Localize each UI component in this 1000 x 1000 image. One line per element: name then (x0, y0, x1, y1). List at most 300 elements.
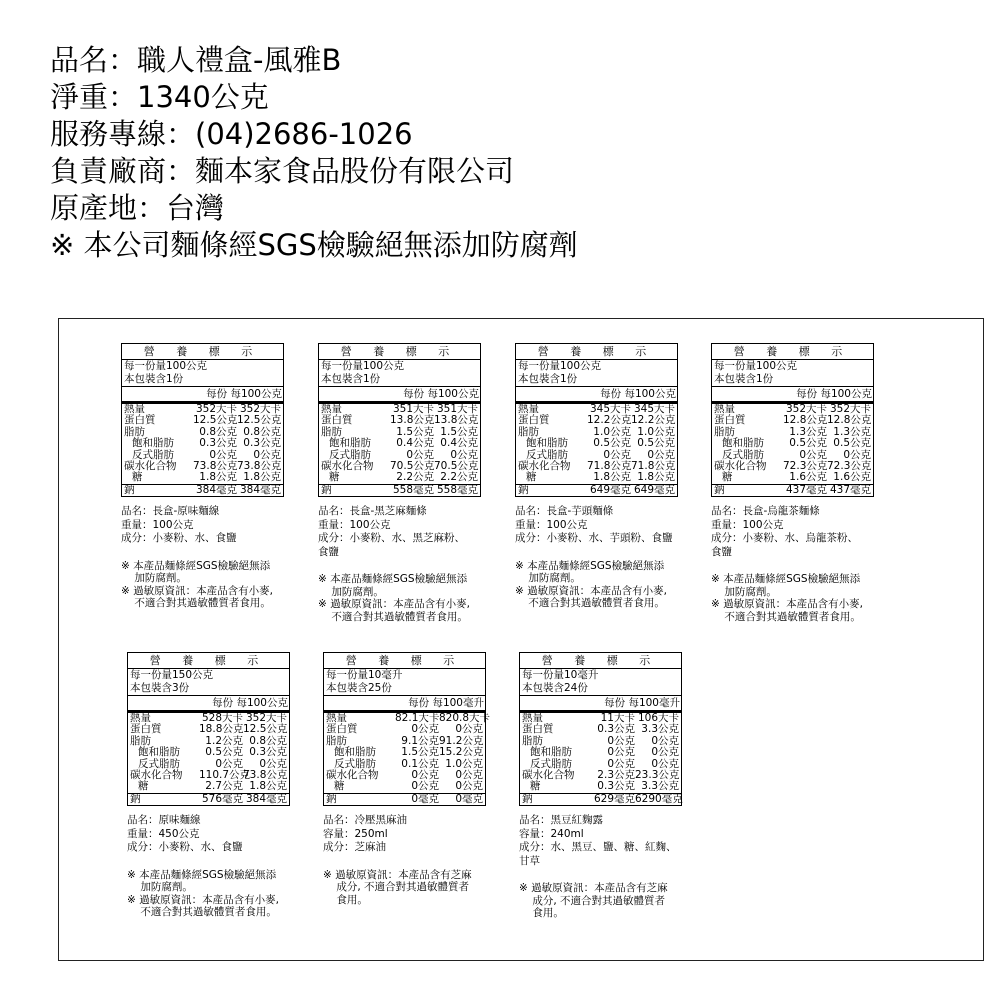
product-info-line: 容量：250ml (323, 827, 388, 840)
per-100-value: 12.5公克 (243, 723, 288, 736)
nutrient-label: 碳水化合物 (130, 768, 183, 781)
per-100-value: 352大卡 (239, 403, 281, 415)
product-notes (127, 869, 292, 919)
per-100-value: 0公克 (455, 768, 483, 781)
nutrient-label: 飽和脂肪 (722, 437, 764, 450)
per-serving-value: 18.8公克 (199, 723, 244, 736)
per-serving-value: 528大卡 (201, 712, 243, 724)
per-serving-value: 0.5公克 (593, 437, 631, 450)
nutrient-label: 糖 (334, 780, 345, 793)
nutrient-label: 糖 (132, 471, 143, 484)
per-100-value: 71.8公克 (631, 459, 676, 472)
per-100-value: 1.8公克 (637, 471, 675, 484)
nutrient-label: 脂肪 (714, 425, 735, 438)
per-serving-value: 1.5公克 (401, 746, 439, 759)
product-notes (515, 560, 680, 610)
per-serving-value: 352大卡 (785, 403, 827, 415)
product-card (515, 343, 680, 610)
nutrient-label: 鈉 (326, 792, 337, 805)
nutrition-row (128, 781, 289, 792)
nutrient-label: 碳水化合物 (321, 459, 374, 472)
product-info-line: 甘草 (519, 854, 540, 867)
product-info-line: 成分：水、黑豆、鹽、糖、紅麴、 (519, 841, 677, 854)
allergen-note-line: ※ 本產品麵條經SGS檢驗絕無添 (515, 559, 665, 572)
per-100-value: 352大卡 (245, 712, 287, 724)
header-product-name: 品名：職人禮盒-風雅B (50, 43, 342, 77)
nutrition-row (128, 747, 289, 758)
servings-per-package: 本包裝含1份 (714, 373, 774, 385)
nutrient-label: 碳水化合物 (518, 459, 571, 472)
product-info-line: 成分：小麥粉、水、食鹽 (127, 841, 243, 854)
nutrition-row (712, 484, 873, 496)
per-100-value: 0.3公克 (249, 746, 287, 759)
servings-per-package: 本包裝含24份 (522, 682, 588, 694)
product-info-line: 品名：長盒-芋頭麵條 (515, 505, 614, 518)
nutrient-label: 鈉 (714, 483, 725, 496)
allergen-note-line: 成分, 不適合對其過敏體質者 (323, 881, 470, 894)
nutrition-column-header: 每份 每100毫升 (324, 695, 485, 713)
header-origin: 原產地：台灣 (50, 191, 225, 225)
nutrition-table (127, 652, 290, 806)
per-100-value: 558毫克 (436, 483, 478, 496)
nutrition-table-title: 營 養 標 示 (122, 344, 283, 360)
per-100-value: 0公克 (253, 448, 281, 461)
product-card (318, 343, 483, 623)
product-info-line: 成分：小麥粉、水、食鹽 (121, 532, 237, 545)
nutrition-column-header: 每份 每100公克 (128, 695, 289, 713)
per-serving-value: 12.2公克 (587, 414, 632, 427)
nutrient-label: 熱量 (130, 712, 151, 724)
product-info-line: 成分：芝麻油 (323, 841, 386, 854)
allergen-note-line: ※ 過敏原資訊：本產品含有芝麻 (323, 868, 472, 881)
per-serving-value: 0.8公克 (199, 425, 237, 438)
per-serving-value: 629毫克 (593, 792, 635, 805)
serving-size: 每一份量100公克 (714, 360, 798, 372)
per-serving-value: 0.3公克 (597, 780, 635, 793)
allergen-note-line: ※ 過敏原資訊：本產品含有小麥, (121, 584, 273, 597)
nutrient-label: 飽和脂肪 (526, 437, 568, 450)
nutrient-label: 蛋白質 (326, 723, 358, 736)
product-card (127, 652, 292, 919)
nutrient-label: 脂肪 (518, 425, 539, 438)
nutrition-column-header: 每份 每100毫升 (520, 695, 681, 713)
nutrition-row (516, 438, 677, 449)
nutrient-label: 蛋白質 (130, 723, 162, 736)
product-notes (711, 573, 876, 623)
servings-per-package: 本包裝含25份 (326, 682, 392, 694)
allergen-note-line: 不適合對其過敏體質者食用。 (318, 610, 468, 623)
allergen-note-line: ※ 過敏原資訊：本產品含有小麥, (318, 598, 470, 611)
per-100-value: 649毫克 (633, 483, 675, 496)
nutrient-label: 脂肪 (130, 734, 151, 747)
nutrition-row (712, 472, 873, 483)
nutrient-label: 蛋白質 (518, 414, 550, 427)
product-info (515, 505, 680, 546)
nutrition-table-title: 營 養 標 示 (712, 344, 873, 360)
nutrition-table-title: 營 養 標 示 (319, 344, 480, 360)
per-100-value: 72.3公克 (827, 459, 872, 472)
per-serving-value: 1.8公克 (593, 471, 631, 484)
nutrient-label: 飽和脂肪 (334, 746, 376, 759)
nutrient-label: 鈉 (518, 483, 529, 496)
per-serving-value: 0公克 (215, 757, 243, 770)
product-info-line: 品名：原味麵線 (127, 814, 201, 827)
per-serving-value: 437毫克 (785, 483, 827, 496)
per-serving-value: 0公克 (411, 780, 439, 793)
nutrient-label: 飽和脂肪 (329, 437, 371, 450)
nutrition-row (128, 793, 289, 805)
allergen-note-line: 不適合對其過敏體質者食用。 (121, 597, 271, 610)
per-serving-value: 1.6公克 (789, 471, 827, 484)
product-card (323, 652, 491, 906)
serving-size: 每一份量10毫升 (522, 669, 599, 681)
allergen-note-line: ※ 過敏原資訊：本產品含有小麥, (127, 893, 279, 906)
nutrient-label: 飽和脂肪 (132, 437, 174, 450)
nutrient-label: 熱量 (326, 712, 347, 724)
nutrient-label: 糖 (530, 780, 541, 793)
per-100-value: 106大卡 (637, 712, 679, 724)
per-serving-value: 0公克 (607, 757, 635, 770)
nutrition-column-header: 每份 每100公克 (319, 386, 480, 404)
per-serving-value: 351大卡 (392, 403, 434, 415)
nutrient-label: 反式脂肪 (722, 448, 764, 461)
allergen-note-line: 不適合對其過敏體質者食用。 (127, 906, 277, 919)
nutrient-label: 飽和脂肪 (138, 746, 180, 759)
per-serving-value: 12.5公克 (193, 414, 238, 427)
nutrient-label: 蛋白質 (714, 414, 746, 427)
header-service-line: 服務專線：(04)2686-1026 (50, 117, 413, 151)
nutrition-table-title: 營 養 標 示 (520, 653, 681, 669)
nutrition-table-title: 營 養 標 示 (324, 653, 485, 669)
product-info-line: 食鹽 (711, 545, 732, 558)
serving-size: 每一份量150公克 (130, 669, 214, 681)
per-serving-value: 1.5公克 (396, 425, 434, 438)
allergen-note-line: 食用。 (323, 893, 368, 906)
per-100-value: 73.8公克 (237, 459, 282, 472)
per-serving-value: 70.5公克 (390, 459, 435, 472)
nutrient-label: 反式脂肪 (530, 757, 572, 770)
per-100-value: 1.3公克 (833, 425, 871, 438)
nutrient-label: 熱量 (518, 403, 539, 415)
nutrient-label: 糖 (329, 471, 340, 484)
per-100-value: 0毫克 (455, 792, 483, 805)
nutrition-row (122, 472, 283, 483)
per-serving-value: 1.0公克 (593, 425, 631, 438)
nutrient-label: 熱量 (522, 712, 543, 724)
product-info (318, 505, 483, 559)
nutrition-table (515, 343, 678, 497)
nutrient-label: 糖 (526, 471, 537, 484)
servings-per-package: 本包裝含1份 (518, 373, 578, 385)
per-serving-value: 0.5公克 (789, 437, 827, 450)
allergen-note-line: ※ 過敏原資訊：本產品含有芝麻 (519, 882, 668, 895)
product-info-line: 容量：240ml (519, 827, 584, 840)
per-100-value: 73.8公克 (243, 768, 288, 781)
allergen-note-line: ※ 過敏原資訊：本產品含有小麥, (711, 598, 863, 611)
product-info (519, 814, 684, 868)
per-serving-value: 345大卡 (589, 403, 631, 415)
per-100-value: 23.3公克 (635, 768, 680, 781)
per-100-value: 3.3公克 (641, 723, 679, 736)
per-serving-value: 558毫克 (392, 483, 434, 496)
per-100-value: 352大卡 (829, 403, 871, 415)
product-notes (121, 560, 286, 610)
per-100-value: 0.8公克 (249, 734, 287, 747)
allergen-note-line: 成分, 不適合對其過敏體質者 (519, 894, 666, 907)
nutrition-row (520, 793, 681, 805)
per-100-value: 437毫克 (829, 483, 871, 496)
per-100-value: 2.2公克 (440, 471, 478, 484)
per-serving-value: 72.3公克 (783, 459, 828, 472)
per-100-value: 351大卡 (436, 403, 478, 415)
product-notes (318, 573, 483, 623)
product-info-line: 重量：100公克 (711, 518, 784, 531)
per-100-value: 0.5公克 (637, 437, 675, 450)
product-notes (519, 882, 684, 920)
per-serving-value: 12.8公克 (783, 414, 828, 427)
per-100-value: 0.4公克 (440, 437, 478, 450)
nutrient-label: 熱量 (714, 403, 735, 415)
per-100-value: 345大卡 (633, 403, 675, 415)
product-info (121, 505, 286, 546)
servings-per-package: 本包裝含1份 (124, 373, 184, 385)
nutrition-row (122, 484, 283, 496)
per-serving-value: 0公克 (411, 723, 439, 736)
per-100-value: 1.5公克 (440, 425, 478, 438)
nutrition-column-header: 每份 每100公克 (516, 386, 677, 404)
product-info-line: 重量：450公克 (127, 827, 200, 840)
nutrient-label: 脂肪 (522, 734, 543, 747)
per-serving-value: 2.3公克 (597, 768, 635, 781)
nutrition-row (516, 472, 677, 483)
allergen-note-line: ※ 過敏原資訊：本產品含有小麥, (515, 584, 667, 597)
product-info-line: 重量：100公克 (318, 518, 391, 531)
nutrient-label: 脂肪 (124, 425, 145, 438)
nutrient-label: 蛋白質 (522, 723, 554, 736)
product-card (519, 652, 684, 920)
product-info (127, 814, 292, 855)
per-100-value: 1.6公克 (833, 471, 871, 484)
product-info (711, 505, 876, 559)
serving-size: 每一份量100公克 (321, 360, 405, 372)
product-card (121, 343, 286, 610)
per-serving-value: 82.1大卡 (395, 712, 440, 724)
per-100-value: 3.3公克 (641, 780, 679, 793)
per-serving-value: 13.8公克 (390, 414, 435, 427)
nutrient-label: 反式脂肪 (329, 448, 371, 461)
product-info-line: 品名：長盒-原味麵線 (121, 505, 220, 518)
allergen-note-line: 加防腐劑。 (127, 881, 193, 894)
per-serving-value: 0公克 (607, 734, 635, 747)
nutrient-label: 碳水化合物 (714, 459, 767, 472)
product-info-line: 重量：100公克 (515, 518, 588, 531)
per-serving-value: 11大卡 (600, 712, 635, 724)
nutrient-label: 碳水化合物 (124, 459, 177, 472)
nutrition-row (324, 747, 485, 758)
per-serving-value: 0.5公克 (205, 746, 243, 759)
nutrient-label: 鈉 (522, 792, 533, 805)
nutrient-label: 熱量 (124, 403, 145, 415)
per-serving-value: 0.3公克 (199, 437, 237, 450)
nutrition-table (519, 652, 682, 806)
nutrition-row (324, 781, 485, 792)
per-100-value: 15.2公克 (439, 746, 484, 759)
per-serving-value: 9.1公克 (401, 734, 439, 747)
per-100-value: 6290毫克 (635, 792, 683, 805)
header-net-weight: 淨重：1340公克 (50, 80, 269, 114)
product-info-line: 品名：長盒-烏龍茶麵條 (711, 505, 820, 518)
nutrient-label: 鈉 (321, 483, 332, 496)
nutrient-label: 鈉 (124, 483, 135, 496)
per-100-value: 0.5公克 (833, 437, 871, 450)
nutrition-row (324, 793, 485, 805)
product-notes (323, 869, 488, 907)
nutrition-row (520, 747, 681, 758)
per-serving-value: 73.8公克 (193, 459, 238, 472)
per-100-value: 0公克 (647, 448, 675, 461)
per-100-value: 0公克 (651, 734, 679, 747)
nutrition-table-title: 營 養 標 示 (128, 653, 289, 669)
per-100-value: 13.8公克 (434, 414, 479, 427)
nutrition-row (712, 438, 873, 449)
allergen-note-line: ※ 本產品麵條經SGS檢驗絕無添 (318, 573, 468, 586)
per-serving-value: 384毫克 (195, 483, 237, 496)
product-info (323, 814, 488, 855)
nutrient-label: 脂肪 (321, 425, 342, 438)
header-manufacturer: 負責廠商：麵本家食品股份有限公司 (50, 154, 515, 188)
product-info-line: 品名：黑豆紅麴露 (519, 814, 603, 827)
per-serving-value: 2.2公克 (396, 471, 434, 484)
nutrition-labels-frame (58, 318, 984, 961)
serving-size: 每一份量10毫升 (326, 669, 403, 681)
nutrition-table (323, 652, 491, 806)
nutrient-label: 碳水化合物 (326, 768, 379, 781)
per-100-value: 0公克 (651, 746, 679, 759)
nutrient-label: 反式脂肪 (132, 448, 174, 461)
nutrition-column-header: 每份 每100公克 (122, 386, 283, 404)
per-100-value: 1.0公克 (637, 425, 675, 438)
per-serving-value: 352大卡 (195, 403, 237, 415)
per-100-value: 0公克 (450, 448, 478, 461)
nutrient-label: 反式脂肪 (526, 448, 568, 461)
per-100-value: 0公克 (455, 723, 483, 736)
servings-per-package: 本包裝含1份 (321, 373, 381, 385)
nutrition-row (516, 484, 677, 496)
nutrition-table (318, 343, 481, 497)
serving-size: 每一份量100公克 (518, 360, 602, 372)
per-serving-value: 0公克 (209, 448, 237, 461)
per-100-value: 0公克 (651, 757, 679, 770)
product-info-line: 成分：小麥粉、水、烏龍茶粉、 (711, 532, 858, 545)
product-info-line: 食鹽 (318, 545, 339, 558)
per-100-value: 1.8公克 (249, 780, 287, 793)
per-100-value: 12.2公克 (631, 414, 676, 427)
per-serving-value: 1.2公克 (205, 734, 243, 747)
per-100-value: 0.8公克 (243, 425, 281, 438)
per-100-value: 70.5公克 (434, 459, 479, 472)
per-100-value: 1.8公克 (243, 471, 281, 484)
nutrition-column-header: 每份 每100公克 (712, 386, 873, 404)
nutrient-label: 糖 (138, 780, 149, 793)
per-serving-value: 576毫克 (201, 792, 243, 805)
allergen-note-line: ※ 本產品麵條經SGS檢驗絕無添 (711, 573, 861, 586)
nutrient-label: 反式脂肪 (334, 757, 376, 770)
nutrition-table (121, 343, 284, 497)
per-100-value: 12.5公克 (237, 414, 282, 427)
per-100-value: 820.8大卡 (439, 712, 491, 724)
product-info-line: 品名：長盒-黑芝麻麵條 (318, 505, 427, 518)
per-serving-value: 0公克 (799, 448, 827, 461)
nutrient-label: 反式脂肪 (138, 757, 180, 770)
allergen-note-line: ※ 本產品麵條經SGS檢驗絕無添 (127, 868, 277, 881)
nutrient-label: 糖 (722, 471, 733, 484)
allergen-note-line: 加防腐劑。 (121, 572, 187, 585)
per-serving-value: 0.3公克 (597, 723, 635, 736)
nutrition-row (319, 472, 480, 483)
per-100-value: 1.0公克 (445, 757, 483, 770)
nutrient-label: 飽和脂肪 (530, 746, 572, 759)
per-serving-value: 0公克 (406, 448, 434, 461)
nutrient-label: 碳水化合物 (522, 768, 575, 781)
per-serving-value: 1.8公克 (199, 471, 237, 484)
allergen-note-line: 食用。 (519, 907, 564, 920)
per-serving-value: 1.3公克 (789, 425, 827, 438)
per-100-value: 12.8公克 (827, 414, 872, 427)
allergen-note-line: 不適合對其過敏體質者食用。 (515, 597, 665, 610)
per-serving-value: 0.1公克 (401, 757, 439, 770)
nutrition-row (319, 438, 480, 449)
per-serving-value: 649毫克 (589, 483, 631, 496)
per-serving-value: 0.4公克 (396, 437, 434, 450)
allergen-note-line: 加防腐劑。 (318, 585, 384, 598)
per-100-value: 0.3公克 (243, 437, 281, 450)
per-100-value: 384毫克 (245, 792, 287, 805)
product-info-line: 品名：冷壓黑麻油 (323, 814, 407, 827)
allergen-note-line: 加防腐劑。 (515, 572, 581, 585)
per-100-value: 91.2公克 (439, 734, 484, 747)
per-100-value: 384毫克 (239, 483, 281, 496)
allergen-note-line: ※ 本產品麵條經SGS檢驗絕無添 (121, 559, 271, 572)
nutrition-row (319, 484, 480, 496)
header-preservative-note: ※ 本公司麵條經SGS檢驗絕無添加防腐劑 (50, 228, 578, 262)
per-serving-value: 110.7公克 (199, 768, 251, 781)
nutrient-label: 蛋白質 (124, 414, 156, 427)
per-100-value: 0公克 (843, 448, 871, 461)
nutrition-row (122, 438, 283, 449)
product-card (711, 343, 876, 623)
per-100-value: 0公克 (455, 780, 483, 793)
nutrition-table (711, 343, 874, 497)
allergen-note-line: 不適合對其過敏體質者食用。 (711, 610, 861, 623)
product-info-line: 成分：小麥粉、水、芋頭粉、食鹽 (515, 532, 673, 545)
per-serving-value: 71.8公克 (587, 459, 632, 472)
per-100-value: 0公克 (259, 757, 287, 770)
product-header (50, 42, 578, 264)
per-serving-value: 2.7公克 (205, 780, 243, 793)
per-serving-value: 0公克 (607, 746, 635, 759)
per-serving-value: 0公克 (603, 448, 631, 461)
nutrition-table-title: 營 養 標 示 (516, 344, 677, 360)
per-serving-value: 0公克 (411, 768, 439, 781)
nutrient-label: 熱量 (321, 403, 342, 415)
product-info-line: 成分：小麥粉、水、黑芝麻粉、 (318, 532, 465, 545)
allergen-note-line: 加防腐劑。 (711, 585, 777, 598)
nutrient-label: 鈉 (130, 792, 141, 805)
servings-per-package: 本包裝含3份 (130, 682, 190, 694)
product-info-line: 重量：100公克 (121, 518, 194, 531)
serving-size: 每一份量100公克 (124, 360, 208, 372)
nutrition-row (520, 781, 681, 792)
